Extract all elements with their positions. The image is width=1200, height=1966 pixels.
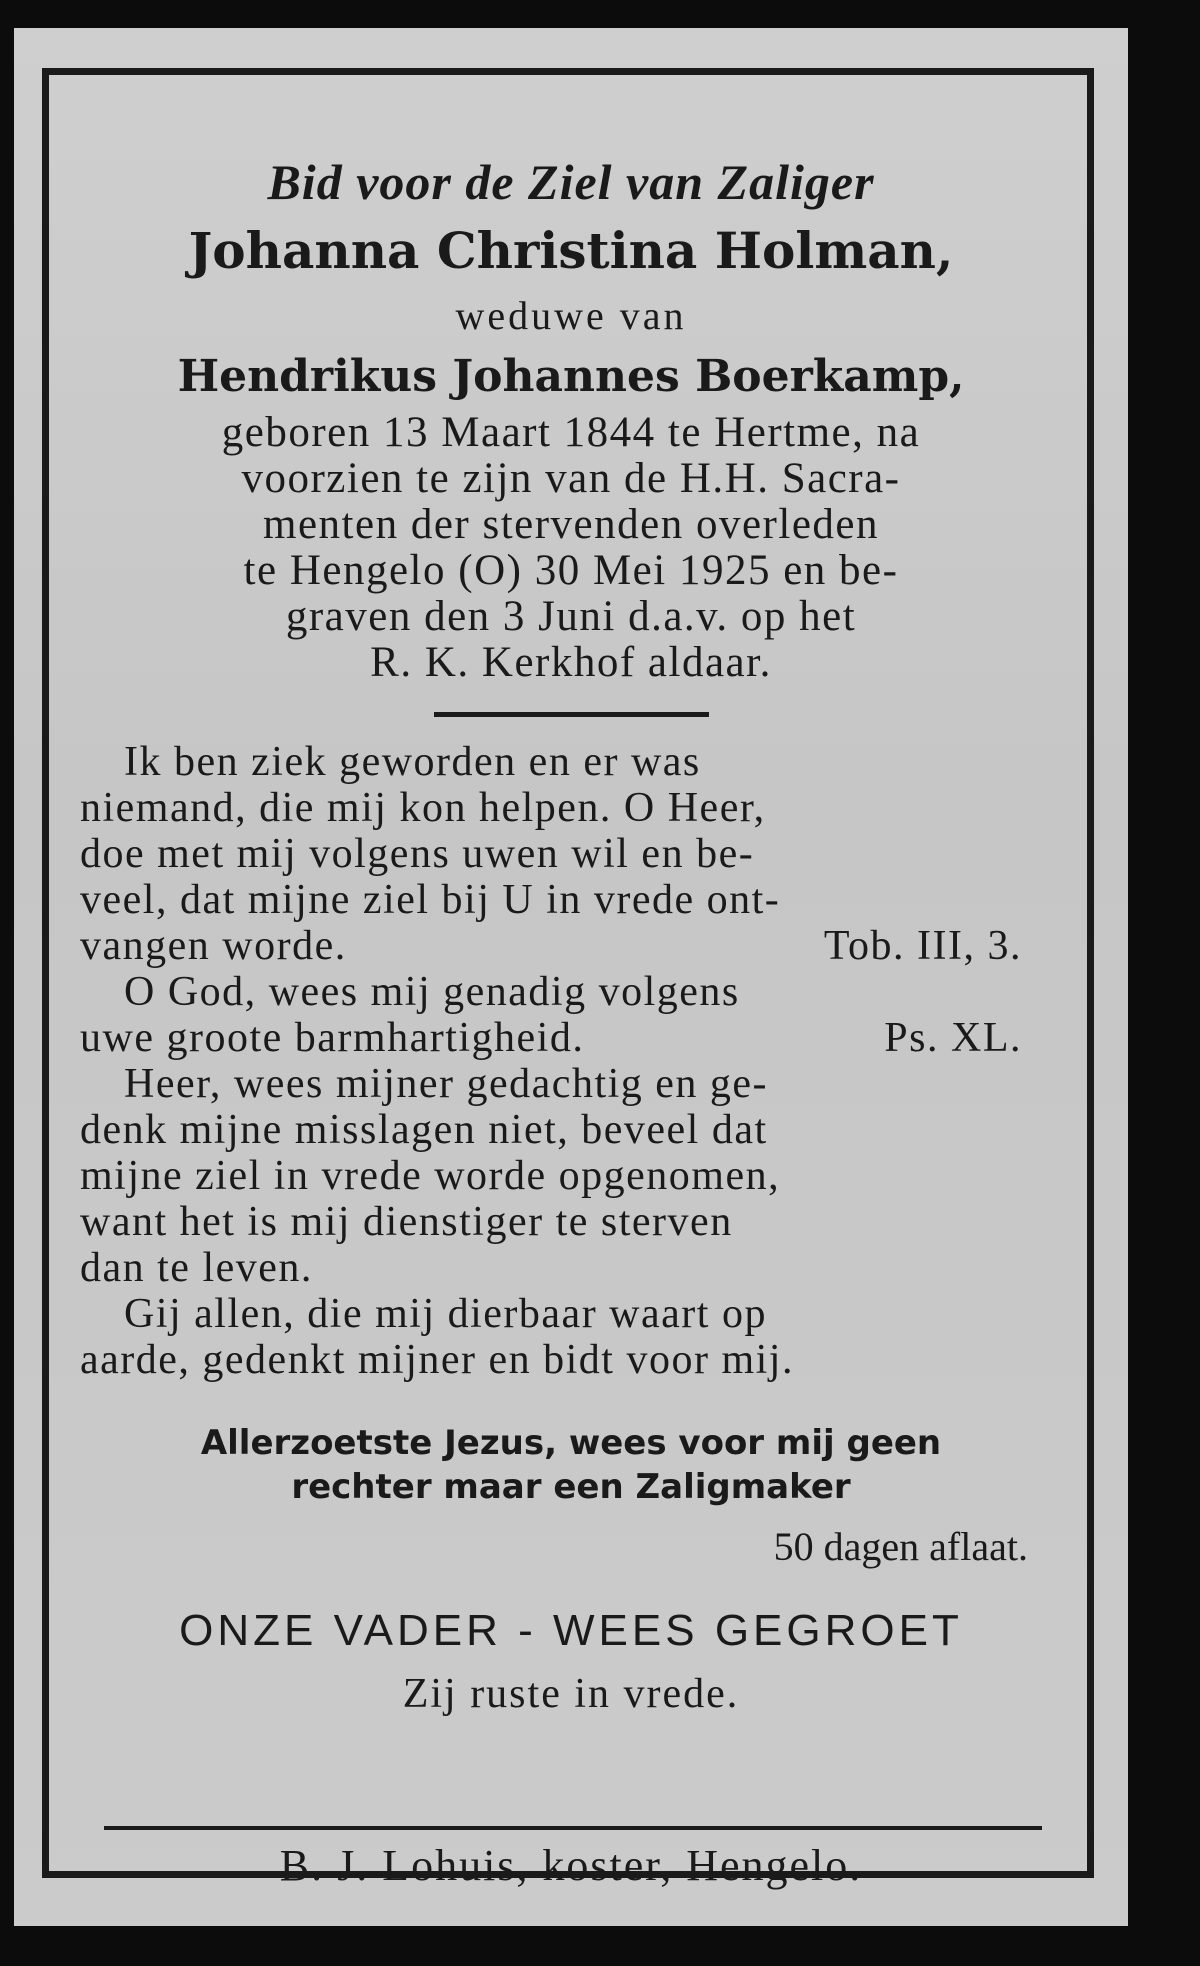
verse-line-with-reference [80,923,1062,969]
verse-line-with-reference [80,1015,1062,1061]
verse-line: Gij allen, die mij dierbaar waart op [124,1291,767,1337]
verse-line: veel, dat mijne ziel bij U in vrede ont- [80,877,781,923]
verse-line: dan te leven. [80,1245,313,1291]
verse-line: vangen worde. [80,923,347,969]
memorial-card [14,28,1128,1926]
rest-in-peace: Zij ruste in vrede. [402,1671,740,1717]
verse-line: mijne ziel in vrede worde opgenomen, [80,1153,781,1199]
ejaculation-line: Allerzoetste Jezus, wees voor mij geen [200,1423,942,1463]
scripture-reference: Ps. XL. [884,1015,1022,1061]
deceased-name: Johanna Christina Holman, [188,221,954,280]
verse-line: want het is mij dienstiger te sterven [80,1199,733,1245]
indulgence-note: 50 dagen aflaat. [773,1524,1028,1569]
scripture-reference: Tob. III, 3. [823,923,1022,969]
invocation-heading: Bid voor de Ziel van Zaliger [267,154,875,210]
printer-credit: B. J. Lohuis, koster, Hengelo. [279,1841,863,1890]
verse-line: aarde, gedenkt mijner en bidt voor mij. [80,1337,794,1383]
facts-line: menten der stervenden overleden [263,501,879,548]
prayer-verses [74,739,1068,1383]
biographical-facts [74,410,1068,686]
closing-prayers: ONZE VADER - WEES GEGROET [179,1606,963,1655]
facts-line: geboren 13 Maart 1844 te Hertme, na [221,409,921,456]
verse-line: doe met mij volgens uwen wil en be- [80,831,755,877]
relation-text: weduwe van [455,293,687,338]
facts-line: graven den 3 Juni d.a.v. op het [285,593,857,640]
verse-line: Heer, wees mijner gedachtig en ge- [124,1061,769,1107]
verse-line: uwe groote barmhartigheid. [80,1015,585,1061]
verse-line: Ik ben ziek geworden en er was [124,739,701,785]
facts-line: te Hengelo (O) 30 Mei 1925 en be- [243,547,899,594]
card-content [74,123,1068,1718]
facts-line: voorzien te zijn van de H.H. Sacra- [241,455,901,502]
verse-line: O God, wees mij genadig volgens [124,969,740,1015]
verse-line: denk mijne misslagen niet, beveel dat [80,1107,768,1153]
footer-rule [104,1826,1042,1830]
section-divider [434,712,709,717]
verse-line: niemand, die mij kon helpen. O Heer, [80,785,766,831]
spouse-name: Hendrikus Johannes Boerkamp, [177,351,965,402]
ejaculation-prayer [74,1421,1068,1509]
ejaculation-line: rechter maar een Zaligmaker [291,1467,851,1507]
facts-line: R. K. Kerkhof aldaar. [370,639,772,686]
